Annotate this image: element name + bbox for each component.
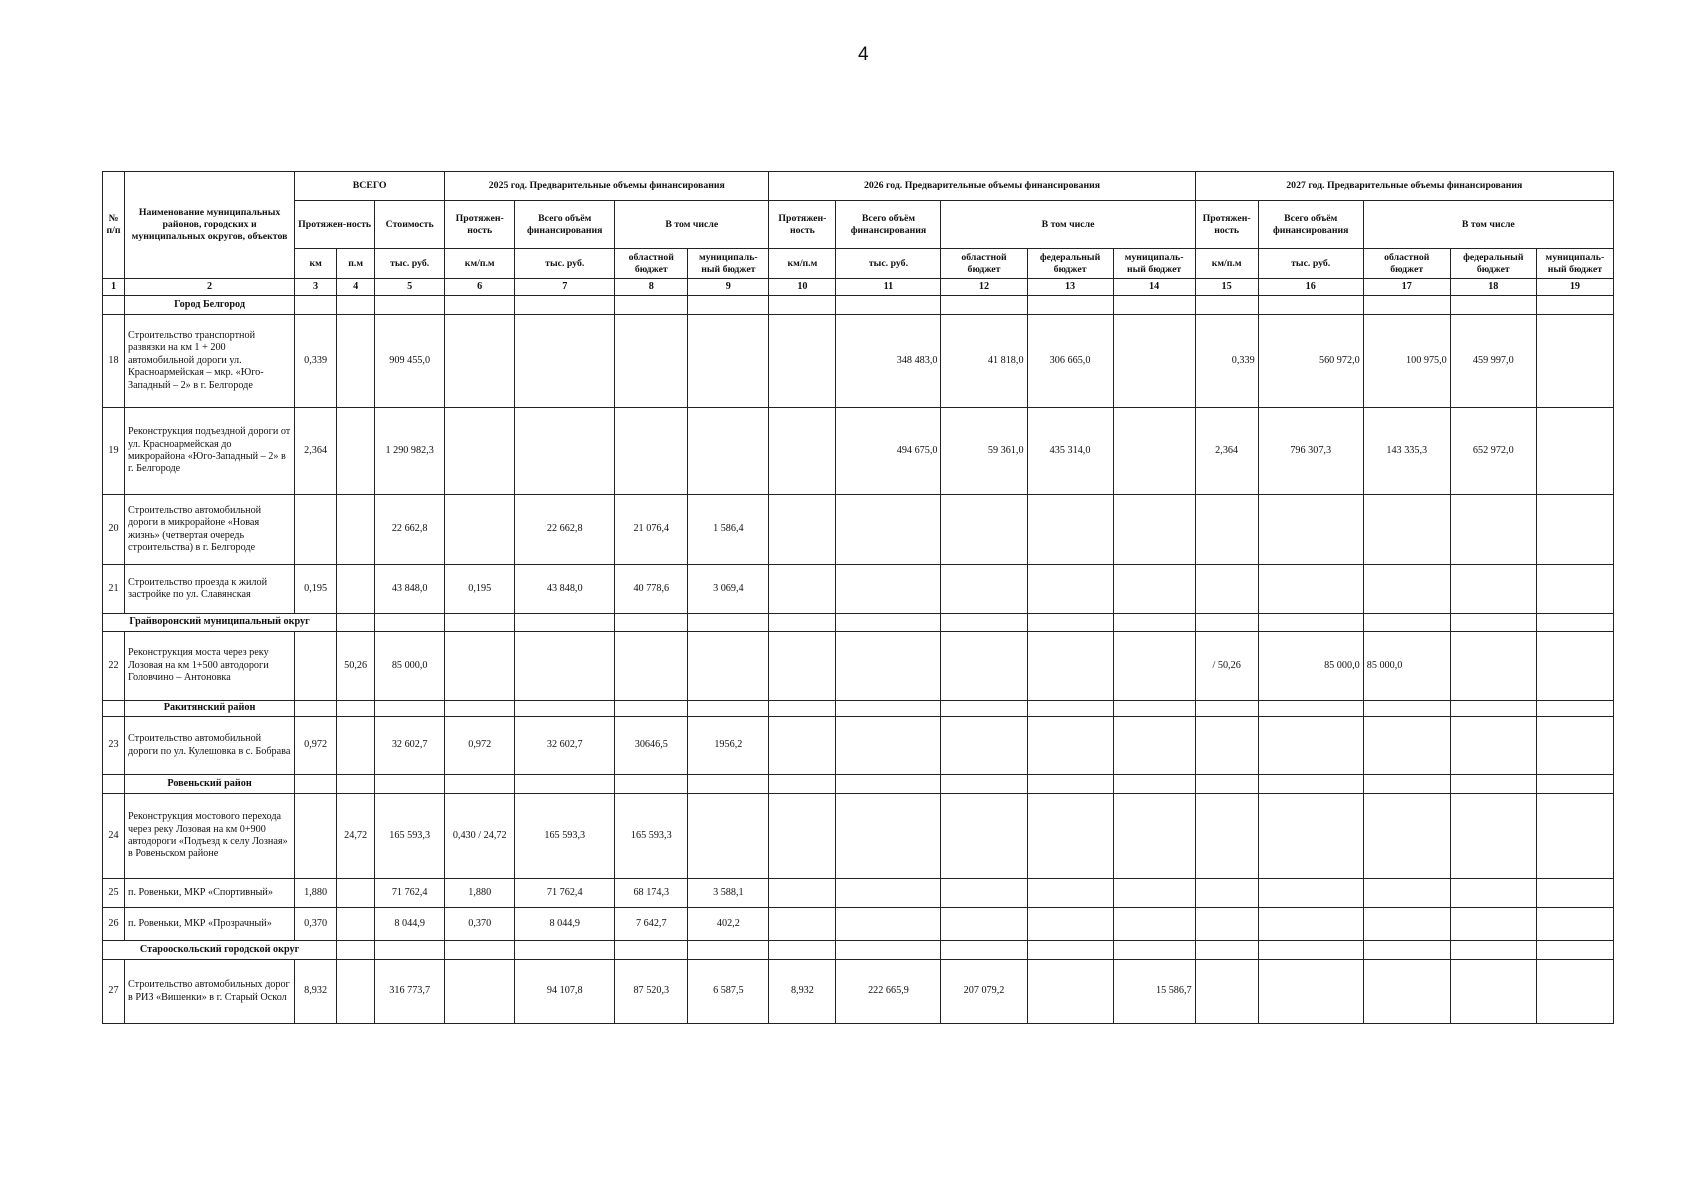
cell <box>1195 960 1258 1024</box>
cell: 0,195 <box>445 565 515 614</box>
cell: 32 602,7 <box>515 717 615 775</box>
cell: 32 602,7 <box>375 717 445 775</box>
cell <box>1027 908 1113 941</box>
cell <box>941 794 1027 879</box>
total-header: ВСЕГО <box>295 172 445 201</box>
cell <box>688 794 769 879</box>
cell: 50,26 <box>337 632 375 701</box>
cell: 40 778,6 <box>615 565 688 614</box>
cell: 7 642,7 <box>615 908 688 941</box>
cell <box>337 565 375 614</box>
cell <box>337 879 375 908</box>
object-name: Строительство проезда к жилой застройке по ул. Славянская <box>125 565 295 614</box>
cell: 652 972,0 <box>1450 408 1536 495</box>
cell: 8 044,9 <box>375 908 445 941</box>
col-number: 9 <box>688 279 769 296</box>
cell: 222 665,9 <box>836 960 941 1024</box>
object-name: Реконструкция мостового перехода через реку Лозовая на км 0+900 автодороги «Подъезд к селу Лозная» в Ровеньском районе <box>125 794 295 879</box>
col-no-header: № п/п <box>103 172 125 279</box>
cell <box>1258 879 1363 908</box>
municipal-2027: муниципаль-ный бюджет <box>1536 249 1613 279</box>
col-number: 11 <box>836 279 941 296</box>
cell <box>836 794 941 879</box>
cell: 2,364 <box>1195 408 1258 495</box>
cell: 0,430 / 24,72 <box>445 794 515 879</box>
cell <box>769 408 836 495</box>
row-number: 18 <box>103 315 125 408</box>
col-number: 14 <box>1113 279 1195 296</box>
cell <box>1536 794 1613 879</box>
cell: 100 975,0 <box>1363 315 1450 408</box>
cell <box>515 408 615 495</box>
row-number: 24 <box>103 794 125 879</box>
financing-table <box>102 171 1614 1024</box>
cell <box>941 565 1027 614</box>
unit-kmpm-2025: км/п.м <box>445 249 515 279</box>
page-number: 4 <box>858 44 869 65</box>
row-number: 22 <box>103 632 125 701</box>
y2026-length-header: Протяжен-ность <box>769 201 836 249</box>
row-number: 23 <box>103 717 125 775</box>
year-2026-header: 2026 год. Предварительные объемы финансирования <box>769 172 1195 201</box>
table-row <box>103 879 1614 908</box>
cell: 165 593,3 <box>515 794 615 879</box>
cell <box>615 632 688 701</box>
cell: 316 773,7 <box>375 960 445 1024</box>
year-2027-header: 2027 год. Предварительные объемы финансирования <box>1195 172 1613 201</box>
cell <box>337 960 375 1024</box>
cell <box>941 632 1027 701</box>
cell: 402,2 <box>688 908 769 941</box>
col-number: 18 <box>1450 279 1536 296</box>
year-2025-header: 2025 год. Предварительные объемы финансирования <box>445 172 769 201</box>
cell <box>1536 879 1613 908</box>
unit-trub-2025: тыс. руб. <box>515 249 615 279</box>
cell: 41 818,0 <box>941 315 1027 408</box>
cell: 8,932 <box>769 960 836 1024</box>
cell <box>445 960 515 1024</box>
cell <box>1258 565 1363 614</box>
cell <box>1195 565 1258 614</box>
cell <box>1536 908 1613 941</box>
cell: 15 586,7 <box>1113 960 1195 1024</box>
cell <box>941 908 1027 941</box>
cell: 0,370 <box>295 908 337 941</box>
unit-trub-2027: тыс. руб. <box>1258 249 1363 279</box>
cell: 796 307,3 <box>1258 408 1363 495</box>
cell: 30646,5 <box>615 717 688 775</box>
cell: 306 665,0 <box>1027 315 1113 408</box>
cell <box>1258 495 1363 565</box>
cell <box>1113 495 1195 565</box>
cell: 494 675,0 <box>836 408 941 495</box>
cell: 85 000,0 <box>375 632 445 701</box>
unit-trub-total: тыс. руб. <box>375 249 445 279</box>
regional-2025: областной бюджет <box>615 249 688 279</box>
object-name: Строительство транспортной развязки на км 1 + 200 автомобильной дороги ул. Красноармейская – мкр. «Юго-Западный – 2» в г. Белгороде <box>125 315 295 408</box>
row-number: 19 <box>103 408 125 495</box>
financing-table-wrapper <box>102 171 1614 1024</box>
cell <box>1027 717 1113 775</box>
row-number: 27 <box>103 960 125 1024</box>
federal-2026: федеральный бюджет <box>1027 249 1113 279</box>
cell <box>836 879 941 908</box>
col-number: 15 <box>1195 279 1258 296</box>
cell <box>337 315 375 408</box>
cell <box>615 408 688 495</box>
unit-km: км <box>295 249 337 279</box>
object-name: Строительство автомобильной дороги в микрорайоне «Новая жизнь» (четвертая очередь строительства) в г. Белгороде <box>125 495 295 565</box>
row-number: 21 <box>103 565 125 614</box>
cell <box>1195 495 1258 565</box>
cell <box>445 632 515 701</box>
y2025-including-header: В том числе <box>615 201 769 249</box>
y2027-total-funding-header: Всего объём финансирования <box>1258 201 1363 249</box>
y2025-total-funding-header: Всего объём финансирования <box>515 201 615 249</box>
cell: 94 107,8 <box>515 960 615 1024</box>
col-number: 6 <box>445 279 515 296</box>
col-number: 7 <box>515 279 615 296</box>
cell <box>1450 879 1536 908</box>
cell <box>836 717 941 775</box>
cell <box>515 315 615 408</box>
total-length-header: Протяжен-ность <box>295 201 375 249</box>
cell: 0,339 <box>295 315 337 408</box>
regional-2027: областной бюджет <box>1363 249 1450 279</box>
cell <box>1450 495 1536 565</box>
cell <box>1536 495 1613 565</box>
cell <box>1258 717 1363 775</box>
col-number: 17 <box>1363 279 1450 296</box>
total-cost-header: Стоимость <box>375 201 445 249</box>
cell <box>337 908 375 941</box>
cell <box>445 315 515 408</box>
cell: 1,880 <box>445 879 515 908</box>
cell <box>515 632 615 701</box>
cell <box>1363 717 1450 775</box>
row-number: 26 <box>103 908 125 941</box>
cell: 43 848,0 <box>375 565 445 614</box>
cell <box>1450 632 1536 701</box>
unit-trub-2026: тыс. руб. <box>836 249 941 279</box>
cell: 0,370 <box>445 908 515 941</box>
cell <box>1113 315 1195 408</box>
cell: 59 361,0 <box>941 408 1027 495</box>
cell: 1 290 982,3 <box>375 408 445 495</box>
cell <box>295 632 337 701</box>
cell <box>1363 794 1450 879</box>
col-number: 19 <box>1536 279 1613 296</box>
table-row <box>103 565 1614 614</box>
regional-2026: областной бюджет <box>941 249 1027 279</box>
cell: 435 314,0 <box>1027 408 1113 495</box>
federal-2027: федеральный бюджет <box>1450 249 1536 279</box>
row-number: 25 <box>103 879 125 908</box>
cell <box>1195 794 1258 879</box>
y2027-length-header: Протяжен-ность <box>1195 201 1258 249</box>
col-number: 1 <box>103 279 125 296</box>
cell: 1956,2 <box>688 717 769 775</box>
cell: 85 000,0 <box>1258 632 1363 701</box>
cell <box>769 794 836 879</box>
object-name: п. Ровеньки, МКР «Прозрачный» <box>125 908 295 941</box>
cell <box>1113 794 1195 879</box>
cell <box>1536 717 1613 775</box>
cell <box>1258 960 1363 1024</box>
cell <box>1027 632 1113 701</box>
cell <box>688 315 769 408</box>
cell: 1,880 <box>295 879 337 908</box>
cell: 2,364 <box>295 408 337 495</box>
cell <box>1258 794 1363 879</box>
cell <box>445 408 515 495</box>
cell <box>836 565 941 614</box>
col-number: 3 <box>295 279 337 296</box>
cell <box>1258 908 1363 941</box>
cell <box>1536 960 1613 1024</box>
cell <box>769 632 836 701</box>
municipal-2025: муниципаль-ный бюджет <box>688 249 769 279</box>
table-row <box>103 908 1614 941</box>
cell <box>836 632 941 701</box>
cell <box>769 879 836 908</box>
header-row-2 <box>103 201 1614 249</box>
cell <box>1113 879 1195 908</box>
cell <box>1027 794 1113 879</box>
cell <box>1363 960 1450 1024</box>
region-row <box>103 941 1614 960</box>
cell: 21 076,4 <box>615 495 688 565</box>
object-name: п. Ровеньки, МКР «Спортивный» <box>125 879 295 908</box>
cell: 6 587,5 <box>688 960 769 1024</box>
cell <box>295 495 337 565</box>
cell: 24,72 <box>337 794 375 879</box>
header-row-3 <box>103 249 1614 279</box>
cell <box>1363 879 1450 908</box>
cell <box>769 717 836 775</box>
header-row-1 <box>103 172 1614 201</box>
cell <box>1450 908 1536 941</box>
cell <box>688 632 769 701</box>
cell <box>1363 565 1450 614</box>
cell: 3 069,4 <box>688 565 769 614</box>
region-name: Город Белгород <box>125 296 295 315</box>
unit-pm: п.м <box>337 249 375 279</box>
region-row <box>103 775 1614 794</box>
region-row <box>103 296 1614 315</box>
cell <box>1536 565 1613 614</box>
y2027-including-header: В том числе <box>1363 201 1613 249</box>
cell <box>1536 315 1613 408</box>
cell <box>1113 632 1195 701</box>
col-number: 8 <box>615 279 688 296</box>
cell: 8,932 <box>295 960 337 1024</box>
cell: 43 848,0 <box>515 565 615 614</box>
cell <box>941 717 1027 775</box>
cell: 909 455,0 <box>375 315 445 408</box>
unit-kmpm-2027: км/п.м <box>1195 249 1258 279</box>
cell <box>688 408 769 495</box>
cell <box>295 794 337 879</box>
cell <box>1027 495 1113 565</box>
cell <box>1113 717 1195 775</box>
cell: 22 662,8 <box>375 495 445 565</box>
table-row <box>103 408 1614 495</box>
cell: 165 593,3 <box>615 794 688 879</box>
cell <box>1536 408 1613 495</box>
cell <box>769 908 836 941</box>
cell <box>1536 632 1613 701</box>
table-row <box>103 632 1614 701</box>
cell <box>769 315 836 408</box>
cell: 0,195 <box>295 565 337 614</box>
cell <box>1195 908 1258 941</box>
table-row <box>103 315 1614 408</box>
cell: 143 335,3 <box>1363 408 1450 495</box>
col-number: 2 <box>125 279 295 296</box>
cell: 165 593,3 <box>375 794 445 879</box>
cell <box>1363 495 1450 565</box>
cell <box>615 315 688 408</box>
region-name: Ракитянский район <box>125 701 295 717</box>
cell <box>1113 908 1195 941</box>
cell <box>1363 908 1450 941</box>
col-number: 12 <box>941 279 1027 296</box>
cell: 8 044,9 <box>515 908 615 941</box>
cell <box>1450 794 1536 879</box>
cell <box>941 495 1027 565</box>
region-row <box>103 614 1614 632</box>
row-number: 20 <box>103 495 125 565</box>
cell: 71 762,4 <box>375 879 445 908</box>
col-number: 5 <box>375 279 445 296</box>
cell <box>337 408 375 495</box>
table-row <box>103 794 1614 879</box>
cell: 1 586,4 <box>688 495 769 565</box>
region-row <box>103 701 1614 717</box>
y2026-total-funding-header: Всего объём финансирования <box>836 201 941 249</box>
cell: 348 483,0 <box>836 315 941 408</box>
cell: 0,972 <box>445 717 515 775</box>
cell <box>769 495 836 565</box>
cell <box>1027 879 1113 908</box>
cell <box>1027 960 1113 1024</box>
table-row <box>103 717 1614 775</box>
cell: 85 000,0 <box>1363 632 1450 701</box>
cell <box>1027 565 1113 614</box>
table-row <box>103 495 1614 565</box>
object-name: Строительство автомобильной дороги по ул. Кулешовка в с. Бобрава <box>125 717 295 775</box>
region-name: Грайворонский муниципальный округ <box>103 614 337 632</box>
col-number: 4 <box>337 279 375 296</box>
cell: 459 997,0 <box>1450 315 1536 408</box>
col-number: 13 <box>1027 279 1113 296</box>
cell: 560 972,0 <box>1258 315 1363 408</box>
column-numbers-row <box>103 279 1614 296</box>
cell: 68 174,3 <box>615 879 688 908</box>
y2026-including-header: В том числе <box>941 201 1195 249</box>
cell: 71 762,4 <box>515 879 615 908</box>
cell <box>1450 565 1536 614</box>
col-name-header: Наименование муниципальных районов, городских и муниципальных округов, объектов <box>125 172 295 279</box>
table-row <box>103 960 1614 1024</box>
region-name: Старооскольский городской округ <box>103 941 337 960</box>
cell <box>769 565 836 614</box>
region-name: Ровеньский район <box>125 775 295 794</box>
cell <box>836 495 941 565</box>
cell <box>941 879 1027 908</box>
cell <box>1195 879 1258 908</box>
col-number: 10 <box>769 279 836 296</box>
cell: 207 079,2 <box>941 960 1027 1024</box>
cell <box>1113 408 1195 495</box>
cell <box>445 495 515 565</box>
municipal-2026: муниципаль-ный бюджет <box>1113 249 1195 279</box>
y2025-length-header: Протяжен-ность <box>445 201 515 249</box>
cell: 87 520,3 <box>615 960 688 1024</box>
cell <box>1450 960 1536 1024</box>
cell <box>1195 717 1258 775</box>
cell <box>836 908 941 941</box>
col-number: 16 <box>1258 279 1363 296</box>
unit-kmpm-2026: км/п.м <box>769 249 836 279</box>
object-name: Реконструкция моста через реку Лозовая на км 1+500 автодороги Головчино – Антоновка <box>125 632 295 701</box>
cell <box>337 717 375 775</box>
cell: 22 662,8 <box>515 495 615 565</box>
cell: 0,339 <box>1195 315 1258 408</box>
cell: 3 588,1 <box>688 879 769 908</box>
cell: / 50,26 <box>1195 632 1258 701</box>
cell: 0,972 <box>295 717 337 775</box>
cell <box>337 495 375 565</box>
object-name: Реконструкция подъездной дороги от ул. Красноармейская до микрорайона «Юго-Западный – 2» в г. Белгороде <box>125 408 295 495</box>
object-name: Строительство автомобильных дорог в РИЗ «Вишенки» в г. Старый Оскол <box>125 960 295 1024</box>
cell <box>1450 717 1536 775</box>
cell <box>1113 565 1195 614</box>
